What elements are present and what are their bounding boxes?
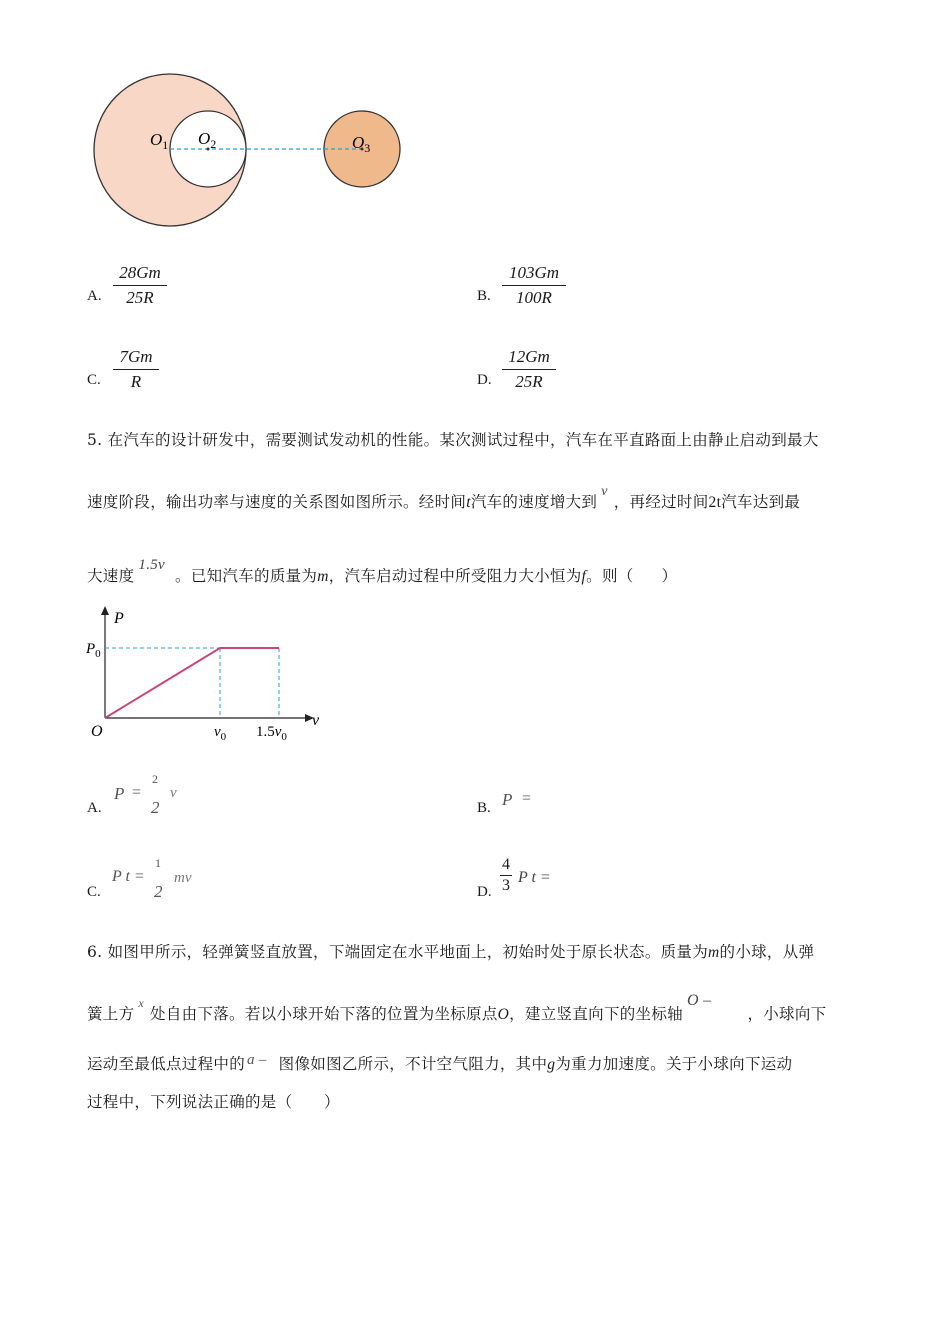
q5-option-a-letter: A.: [87, 800, 102, 816]
q5-line-3: 大速度1.5v。已知汽车的质量为m，汽车启动过程中所受阻力大小恒为f。则（ ）: [87, 557, 678, 585]
v15-label: $1.5v_0$: [256, 724, 287, 743]
q5-option-d-expression[interactable]: [500, 856, 600, 906]
q4-option-c-den: R: [130, 372, 142, 391]
q5-b-frag-p: P: [502, 790, 513, 809]
q4-option-d-den: 25R: [515, 372, 543, 391]
q5-line-1: 5. 在汽车的设计研发中，需要测试发动机的性能。某次测试过程中，汽车在平直路面上由静止启动到最大: [87, 431, 819, 449]
q5-a-frag-p: P: [114, 784, 125, 803]
q4-option-a-num: 28Gm: [119, 263, 161, 282]
q4-option-c-letter: C.: [87, 372, 101, 388]
power-curve: [105, 648, 279, 718]
q4-option-b-fraction[interactable]: [502, 262, 566, 309]
q5-option-a-expression[interactable]: [112, 774, 202, 822]
q5-line-2: 速度阶段，输出功率与速度的关系图如图所示。经时间t汽车的速度增大到v，再经过时间2t汽车达到最: [87, 484, 801, 511]
q5-c-frag-num: 1: [155, 856, 161, 870]
q4-option-a-fraction[interactable]: [113, 262, 167, 309]
gravity-circles-figure: [80, 60, 420, 240]
q5-option-c-letter: C.: [87, 884, 101, 900]
q5-d-num: 4: [502, 856, 510, 873]
q4-option-b-letter: B.: [477, 288, 491, 304]
q4-option-d-num: 12Gm: [508, 347, 550, 366]
x-axis-label: v: [312, 712, 320, 729]
q5-a-frag-den: 2: [151, 798, 160, 817]
o1-label: $O_1$: [150, 130, 169, 152]
q4-option-a-den: 25R: [126, 288, 154, 307]
q5-b-frag-eq: =: [522, 790, 532, 807]
q4-option-d-letter: D.: [477, 372, 492, 388]
power-velocity-graph: [80, 600, 340, 750]
o2-label: $O_2$: [198, 129, 217, 151]
q5-c-frag-mv: mv: [174, 870, 192, 886]
y-axis-arrow: [101, 606, 109, 615]
q5-a-frag-eq: =: [132, 784, 142, 801]
q6-line-4: 过程中，下列说法正确的是（ ）: [87, 1093, 340, 1111]
q6-line-2: 簧上方$^x$处自由下落。若以小球开始下落的位置为坐标原点O，建立竖直向下的坐标轴O –，小球向下: [87, 992, 827, 1023]
q4-option-c-fraction[interactable]: [113, 346, 159, 393]
q5-d-den: 3: [502, 877, 510, 894]
q6-line-1: 6. 如图甲所示，轻弹簧竖直放置，下端固定在水平地面上，初始时处于原长状态。质量为m的小球，从弹: [87, 943, 815, 961]
q4-option-c-num: 7Gm: [119, 347, 153, 366]
q5-a-frag-num: 2: [152, 772, 158, 786]
q5-c-frag-pt: P t =: [112, 868, 145, 885]
q5-option-b-expression[interactable]: [500, 788, 580, 818]
q5-option-d-letter: D.: [477, 884, 492, 900]
o3-label: $O_3$: [352, 133, 371, 155]
q6-line-3: 运动至最低点过程中的 a – 图像如图乙所示，不计空气阻力，其中g为重力加速度。关于小球向下运动: [87, 1052, 793, 1073]
q4-option-b-num: 103Gm: [508, 263, 560, 282]
q4-option-b-den: 100R: [516, 288, 552, 307]
q4-option-d-fraction[interactable]: [502, 346, 556, 393]
q5-option-b-letter: B.: [477, 800, 491, 816]
q4-option-a-letter: A.: [87, 288, 102, 304]
q5-d-fraction: [500, 856, 512, 895]
q5-d-frag-pt: P t =: [518, 869, 551, 886]
p0-label: $P_0$: [86, 641, 101, 660]
q5-option-c-expression[interactable]: [112, 856, 212, 906]
q5-c-frag-den: 2: [154, 882, 163, 901]
v0-label: $v_0$: [214, 724, 227, 743]
y-axis-label: P: [114, 610, 124, 627]
origin-label: O: [91, 723, 103, 740]
q5-a-frag-v: v: [170, 785, 177, 801]
